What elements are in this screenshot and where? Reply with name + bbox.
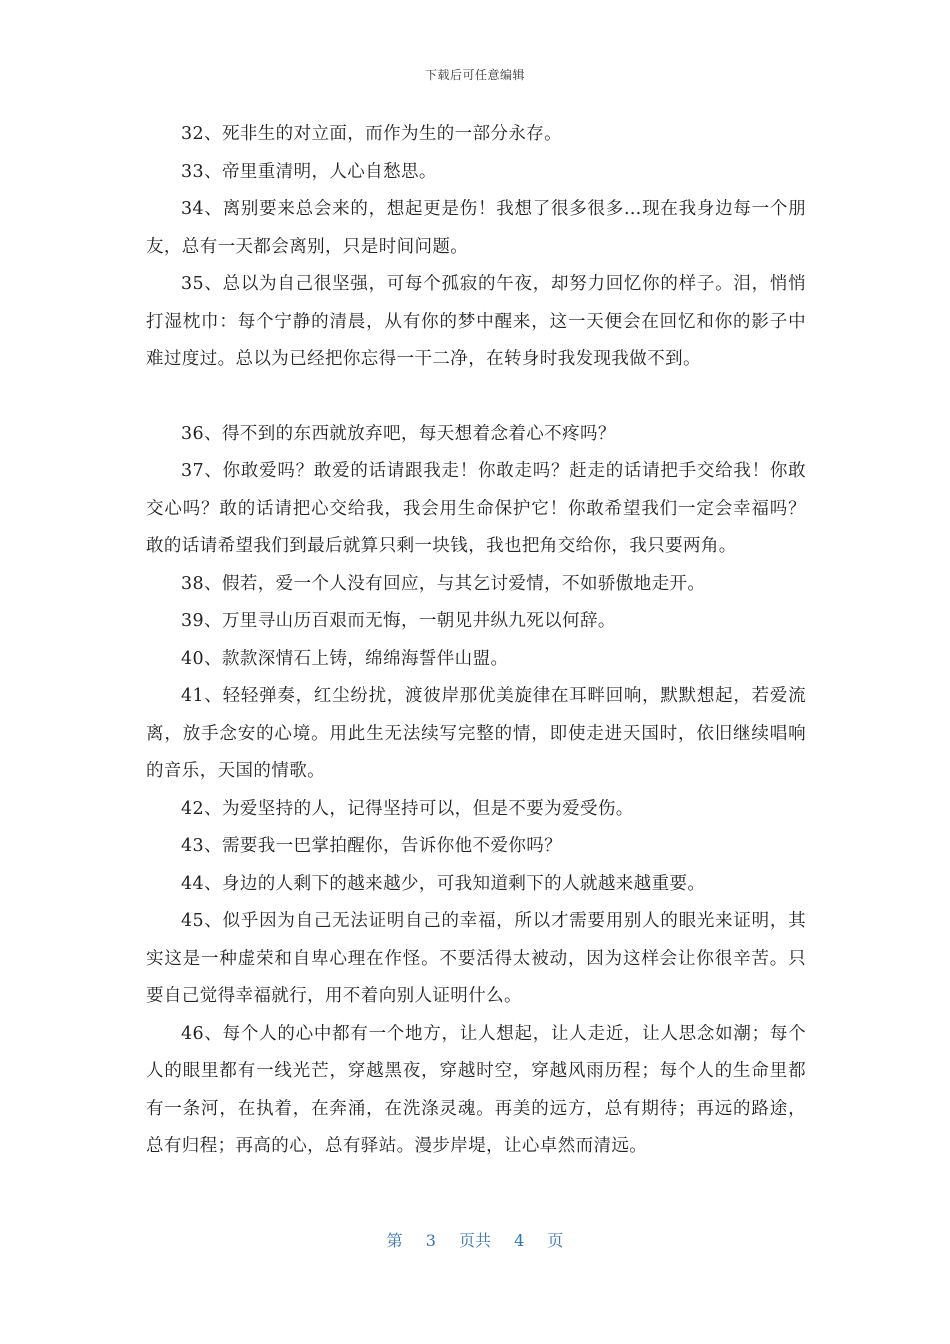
paragraph: 46、每个人的心中都有一个地方，让人想起，让人走近，让人思念如潮；每个人的眼里都有一线光芒，穿越黑夜，穿越时空，穿越风雨历程；每个人的生命里都有一条河，在执着，在奔涌，在洗涤灵魂。再美的远方，总有期待；再远的路途，总有归程；再高的心，总有驿站。漫步岸堤，让心卓然而清远。 <box>146 1023 806 1156</box>
footer-total-pages: 4 <box>514 1231 525 1250</box>
footer-page-label: 第 <box>386 1231 403 1250</box>
paragraph: 45、似乎因为自己无法证明自己的幸福，所以才需要用别人的眼光来证明，其实这是一种虚荣和自卑心理在作怪。不要活得太被动，因为这样会让你很辛苦。只要自己觉得幸福就行，用不着向别人证明什么。 <box>146 911 806 1006</box>
footer-of-label: 页共 <box>458 1231 491 1250</box>
footer-end-label: 页 <box>547 1231 564 1250</box>
page-header: 下载后可任意编辑 <box>424 68 525 82</box>
paragraph: 34、离别要来总会来的，想起更是伤！我想了很多很多…现在我身边每一个朋友，总有一天都会离别，只是时间问题。 <box>146 199 806 257</box>
document-body <box>146 116 806 1166</box>
paragraph: 42、为爱坚持的人，记得坚持可以，但是不要为爱受伤。 <box>181 798 634 819</box>
paragraph: 39、万里寻山历百艰而无悔，一朝见井纵九死以何辞。 <box>181 611 616 631</box>
paragraph: 44、身边的人剩下的越来越少，可我知道剩下的人就越来越重要。 <box>181 873 706 894</box>
paragraph: 40、款款深情石上铸，绵绵海誓伴山盟。 <box>181 648 509 669</box>
paragraph: 41、轻轻弹奏，红尘纷扰，渡彼岸那优美旋律在耳畔回响，默默想起，若爱流离，放手念安的心境。用此生无法续写完整的情，即使走进天国时，依旧继续唱响的音乐，天国的情歌。 <box>146 686 806 781</box>
paragraph: 32、死非生的对立面，而作为生的一部分永存。 <box>181 124 563 144</box>
paragraph: 43、需要我一巴掌拍醒你，告诉你他不爱你吗？ <box>181 836 563 856</box>
paragraph: 37、你敢爱吗？敢爱的话请跟我走！你敢走吗？赶走的话请把手交给我！你敢交心吗？敢的话请把心交给我，我会用生命保护它！你敢希望我们一定会幸福吗？敢的话请希望我们到最后就算只剩一块钱，我也把角交给你，我只要两角。 <box>146 461 806 556</box>
paragraph-spacer <box>146 379 806 416</box>
paragraph: 38、假若，爱一个人没有回应，与其乞讨爱情，不如骄傲地走开。 <box>181 573 706 594</box>
paragraph: 33、帝里重清明，人心自愁思。 <box>181 161 437 182</box>
paragraph: 36、得不到的东西就放弃吧，每天想着念着心不疼吗？ <box>181 423 616 444</box>
paragraph: 35、总以为自己很坚强，可每个孤寂的午夜，却努力回忆你的样子。泪，悄悄打湿枕巾：每个宁静的清晨，从有你的梦中醒来，这一天便会在回忆和你的影子中难过度过。总以为已经把你忘得一干二净，在转身时我发现我做不到。 <box>146 274 806 369</box>
footer-page-number: 3 <box>425 1231 436 1250</box>
page-footer <box>0 1228 950 1251</box>
